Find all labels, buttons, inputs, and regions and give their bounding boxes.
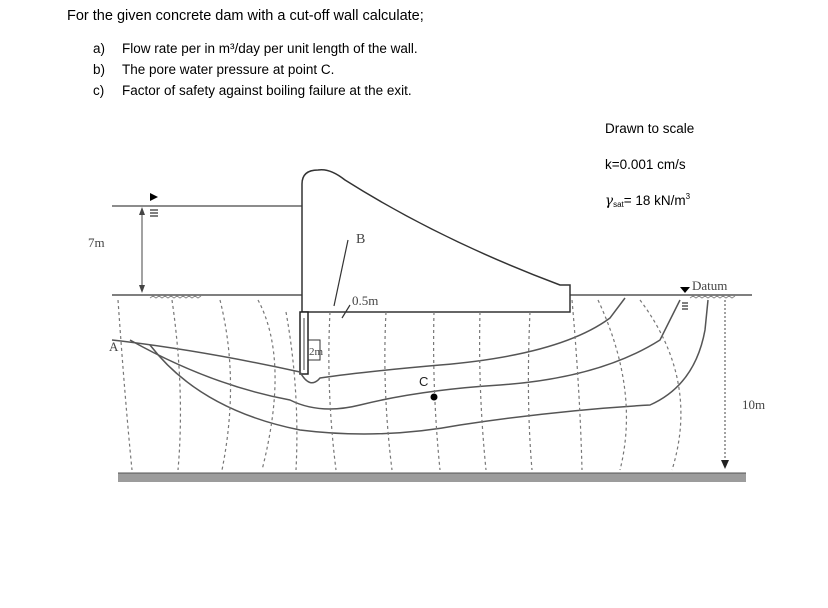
gamma-unit-superscript: 3 [685, 192, 691, 201]
equipotential-line [220, 300, 231, 470]
wall-depth-label: 2m [309, 346, 324, 358]
equipotential-line [528, 312, 532, 470]
upstream-water-level-symbol [150, 193, 158, 201]
scale-note: Drawn to scale [605, 121, 695, 136]
task-label: c) [93, 83, 105, 98]
equipotential-line [258, 300, 275, 470]
point-c-label: C [419, 374, 429, 389]
impervious-base [118, 473, 746, 482]
depth-label: 10m [742, 397, 766, 412]
equipotential-line [286, 312, 297, 470]
flow-lines [112, 298, 708, 434]
equipotential-line [598, 300, 626, 470]
datum-label: Datum [692, 278, 728, 293]
gamma-value: = 18 kN/m [623, 193, 686, 208]
question-title: For the given concrete dam with a cut-off wall calculate; [67, 8, 424, 24]
dam-body [302, 170, 570, 312]
task-text: The pore water pressure at point C. [122, 62, 335, 77]
gamma-subscript: sat [613, 200, 624, 209]
equipotential-line [118, 300, 132, 470]
task-label: a) [93, 41, 106, 56]
datum-symbol [680, 287, 690, 293]
equipotential-line [640, 300, 681, 470]
point-b-label: B [356, 232, 366, 247]
task-text: Factor of safety against boiling failure at the exit. [122, 83, 412, 98]
equipotential-line [172, 300, 180, 470]
task-label: b) [93, 62, 106, 77]
task-text: Flow rate per in m³/day per unit length of the wall. [122, 41, 418, 56]
point-a-label: A [109, 339, 119, 354]
flow-line [150, 300, 708, 434]
equipotential-line [480, 312, 486, 470]
gamma-symbol: γ [605, 193, 614, 209]
equipotential-line [329, 312, 336, 470]
head-label: 7m [88, 235, 105, 250]
equipotential-line [572, 300, 582, 470]
point-c-marker [431, 394, 438, 401]
permeability-value: k=0.001 cm/s [605, 157, 686, 172]
equipotential-line [385, 312, 392, 470]
half-meter-label: 0.5m [352, 293, 379, 308]
water-level-ticks [150, 210, 158, 216]
equipotential-lines [118, 300, 681, 470]
